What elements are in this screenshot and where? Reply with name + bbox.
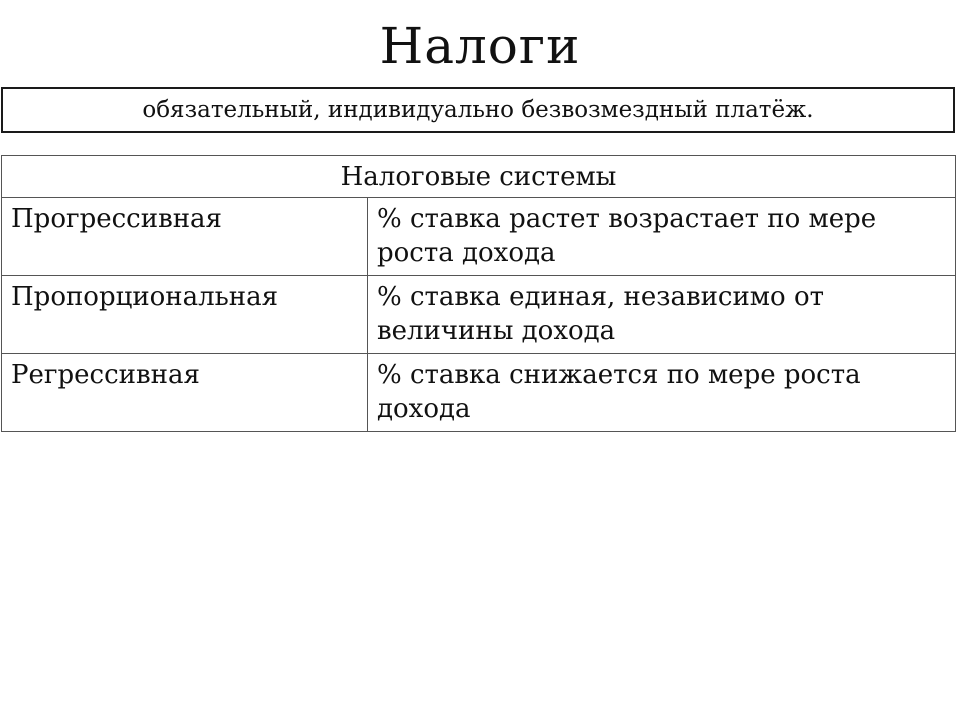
tax-system-name: Прогрессивная: [2, 198, 368, 276]
page-title: Налоги: [379, 17, 581, 75]
table-row: [2, 354, 956, 432]
table-row: [2, 198, 956, 276]
tax-system-description: % ставка растет возрастает по мере роста дохода: [368, 198, 956, 276]
tax-systems-table: [1, 155, 956, 432]
table-header: Налоговые системы: [2, 156, 956, 198]
tax-system-name: Пропорциональная: [2, 276, 368, 354]
table-row: [2, 276, 956, 354]
tax-system-description: % ставка снижается по мере роста дохода: [368, 354, 956, 432]
tax-system-description: % ставка единая, независимо от величины дохода: [368, 276, 956, 354]
tax-system-name: Регрессивная: [2, 354, 368, 432]
table-header-row: [2, 156, 956, 198]
tax-definition: обязательный, индивидуально безвозмездный платёж.: [1, 87, 955, 133]
